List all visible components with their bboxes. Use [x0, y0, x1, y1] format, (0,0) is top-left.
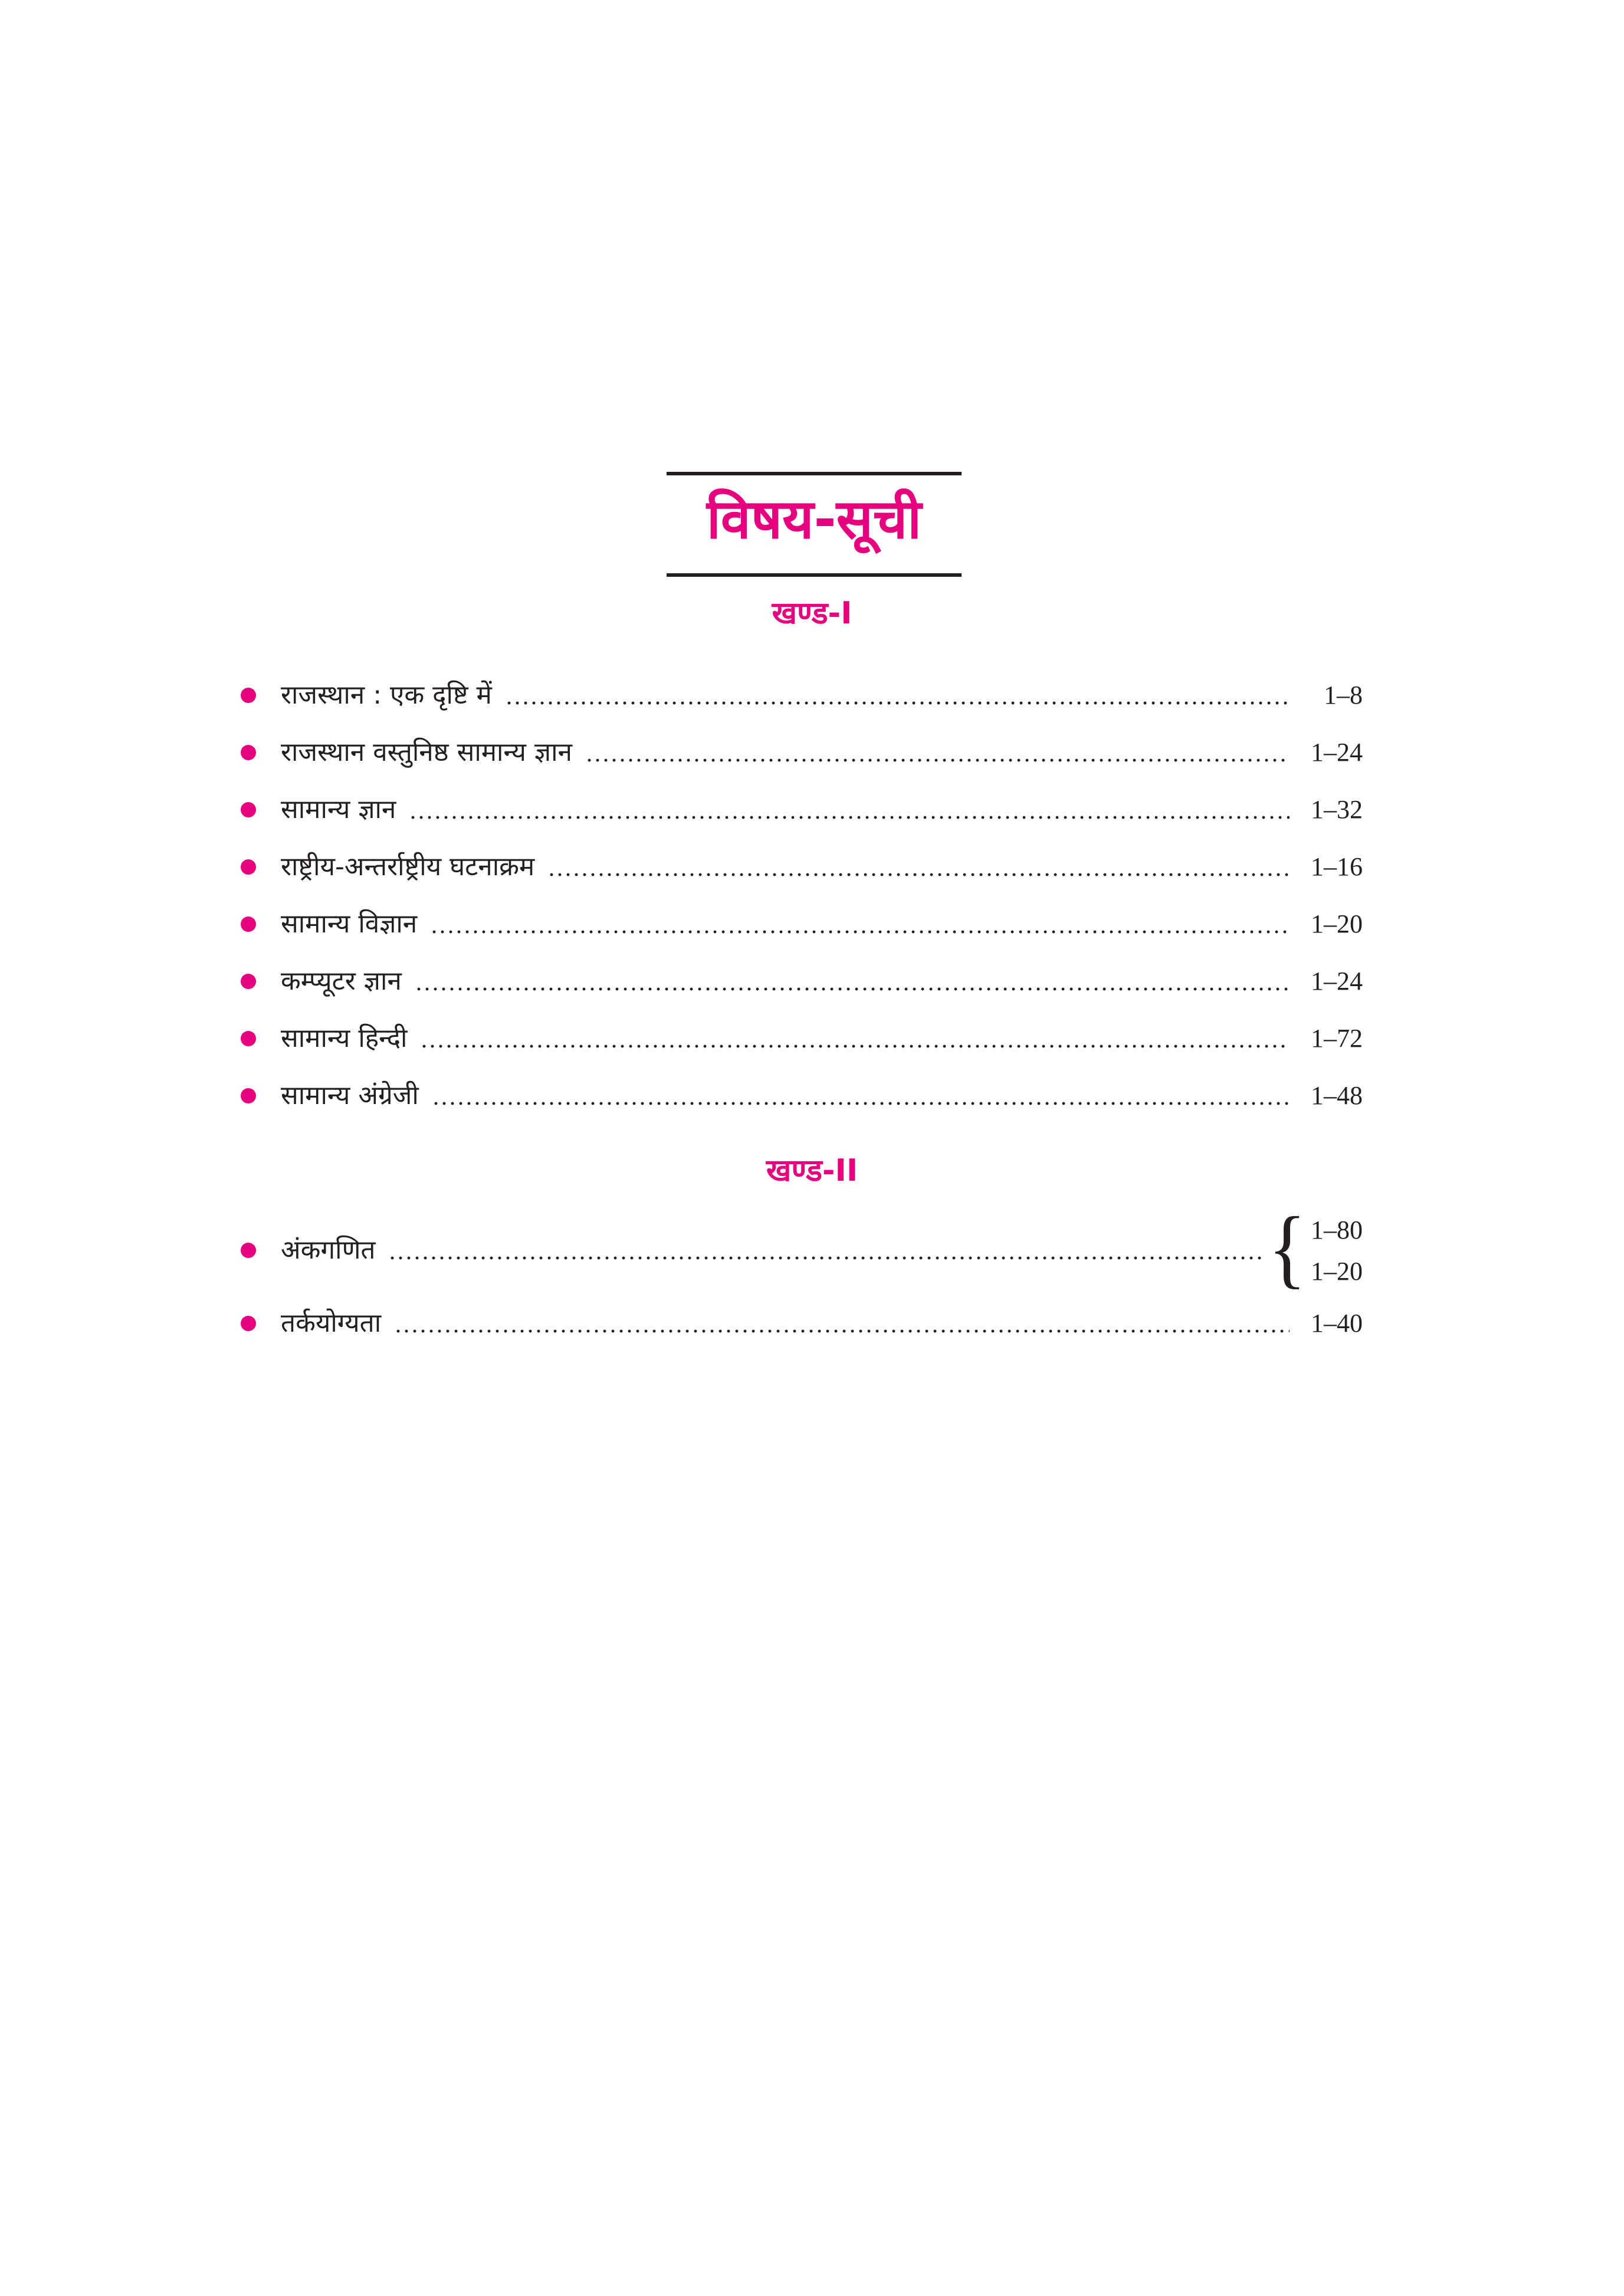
dot-leader — [388, 1256, 1262, 1260]
bullet-icon — [241, 688, 256, 703]
toc-entry-pages: 1–48 — [1311, 1080, 1363, 1110]
section-heading-2: खण्ड-II — [766, 1153, 858, 1188]
toc-entry[interactable] — [239, 895, 1363, 952]
bullet-icon — [241, 1243, 256, 1258]
dot-leader — [505, 701, 1290, 705]
toc-entry-title: सामान्य ज्ञान — [281, 794, 396, 825]
dot-leader — [394, 1329, 1290, 1333]
bullet-icon — [241, 1088, 256, 1103]
bullet-icon — [241, 1316, 256, 1331]
bullet-icon — [241, 745, 256, 760]
dot-leader — [420, 1044, 1290, 1048]
title-block — [667, 472, 962, 577]
bullet-icon — [241, 1031, 256, 1046]
toc-entry-title: तर्कयोग्यता — [281, 1308, 382, 1338]
section-heading-1: खण्ड-I — [772, 596, 852, 631]
toc-entry[interactable] — [239, 781, 1363, 838]
toc-entry-title: अंकगणित — [281, 1235, 376, 1265]
curly-brace-icon: { — [1268, 1199, 1307, 1297]
toc-entry-title: राजस्थान : एक दृष्टि में — [281, 679, 492, 710]
toc-entry-pages-top: 1–80 — [1311, 1216, 1363, 1244]
toc-entry-title: राष्ट्रीय-अन्तर्राष्ट्रीय घटनाक्रम — [281, 851, 535, 882]
toc-entry-pages: 1–8 — [1324, 680, 1363, 710]
dot-leader — [430, 930, 1290, 934]
toc-entry-pages-stack — [1308, 1211, 1363, 1289]
toc-entry[interactable] — [239, 724, 1363, 781]
toc-entry[interactable] — [239, 838, 1363, 895]
dot-leader — [547, 873, 1290, 876]
toc-entry-title: सामान्य हिन्दी — [281, 1023, 408, 1053]
dot-leader — [409, 816, 1290, 819]
toc-entry-pages: 1–16 — [1311, 852, 1363, 881]
toc-entry[interactable] — [239, 1067, 1363, 1124]
toc-entry[interactable] — [239, 952, 1363, 1010]
toc-entry-pages: 1–32 — [1311, 794, 1363, 824]
toc-entry-pages: 1–40 — [1311, 1308, 1363, 1338]
toc-entry[interactable] — [239, 1295, 1363, 1352]
dot-leader — [585, 758, 1290, 762]
toc-entry[interactable] — [239, 1199, 1363, 1297]
toc-list-section-2 — [239, 1199, 1363, 1352]
toc-entry-pages: 1–20 — [1311, 909, 1363, 938]
bullet-icon — [241, 802, 256, 817]
toc-entry[interactable] — [239, 666, 1363, 724]
toc-entry-pages: 1–24 — [1311, 737, 1363, 767]
bullet-icon — [241, 859, 256, 875]
toc-entry-title: सामान्य विज्ञान — [281, 908, 418, 939]
dot-leader — [432, 1102, 1290, 1105]
toc-entry-title: राजस्थान वस्तुनिष्ठ सामान्य ज्ञान — [281, 737, 572, 767]
toc-list-section-1 — [239, 666, 1363, 1124]
toc-entry-title: कम्प्यूटर ज्ञान — [281, 965, 402, 996]
page-title: विषय-सूची — [706, 488, 922, 551]
toc-entry[interactable] — [239, 1010, 1363, 1067]
toc-entry-pages-bottom: 1–20 — [1311, 1257, 1363, 1286]
toc-entry-pages: 1–24 — [1311, 966, 1363, 996]
toc-entry-pages: 1–72 — [1311, 1023, 1363, 1053]
toc-entry-title: सामान्य अंग्रेजी — [281, 1080, 419, 1111]
bullet-icon — [241, 917, 256, 932]
bullet-icon — [241, 974, 256, 989]
dot-leader — [415, 987, 1290, 991]
